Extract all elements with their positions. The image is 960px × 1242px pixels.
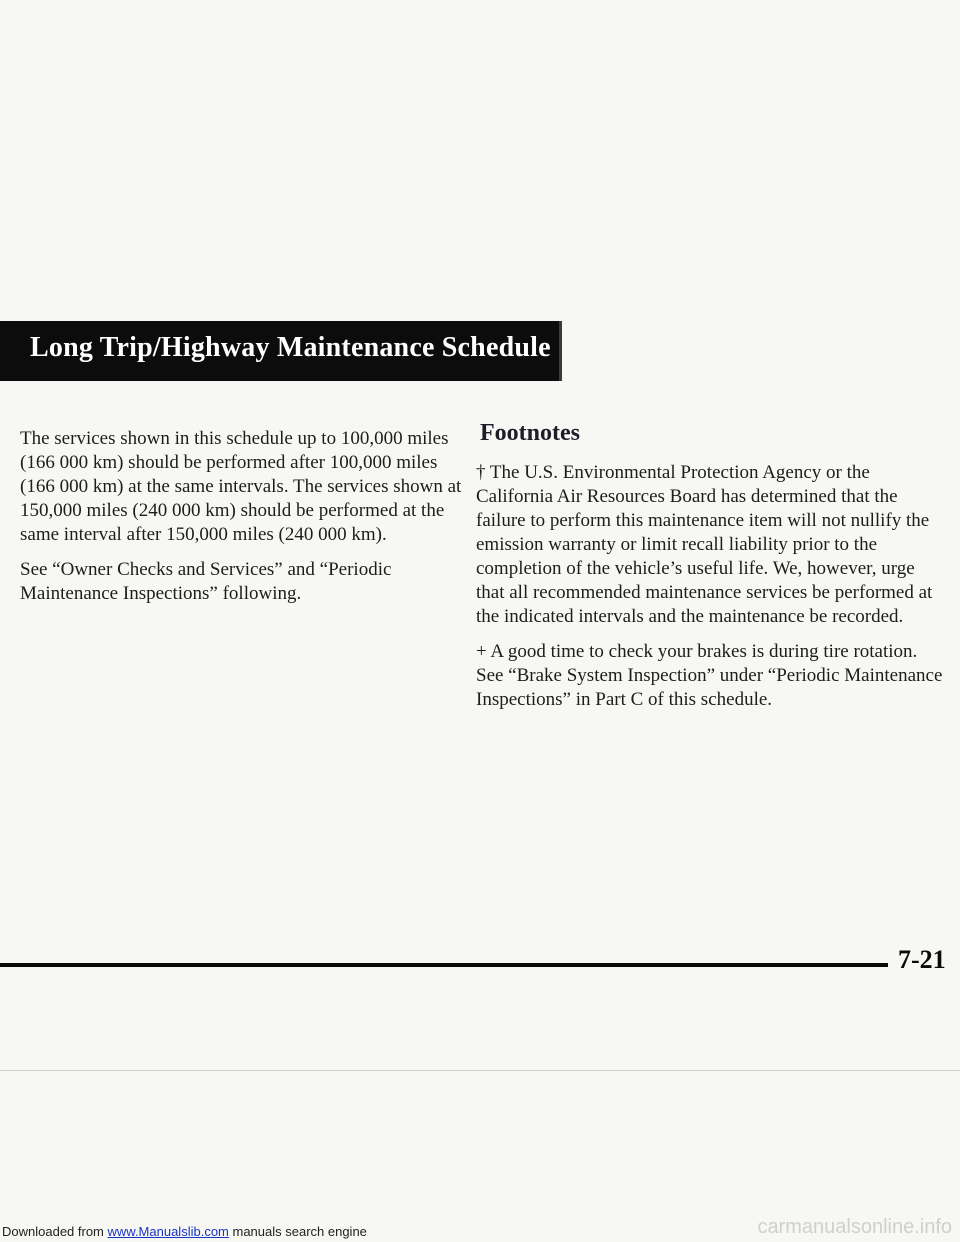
intro-column <box>20 427 470 617</box>
footer-rule <box>0 963 888 967</box>
footnote-dagger: † The U.S. Environmental Protection Agency or the California Air Resources Board has determined that the failure to perform this maintenance item will not nullify the emission warranty or limit recall liability prior to the completion of the vehicle’s useful life. We, however, urge that all recommended maintenance services be performed at the indicated intervals and the maintenance be recorded. <box>476 462 933 627</box>
download-prefix: Downloaded from <box>2 1224 108 1239</box>
footnotes-column <box>476 420 946 723</box>
download-credit <box>2 1224 367 1239</box>
scan-edge-line <box>0 1070 960 1071</box>
page-number: 7-21 <box>898 945 946 974</box>
download-suffix: manuals search engine <box>228 1224 367 1239</box>
see-also-paragraph: See “Owner Checks and Services” and “Periodic Maintenance Inspections” following. <box>20 559 392 604</box>
manualslib-link[interactable]: www.Manualslib.com <box>107 1224 229 1239</box>
page-title: Long Trip/Highway Maintenance Schedule <box>30 332 551 363</box>
footnotes-heading: Footnotes <box>480 420 580 446</box>
footnote-plus: + A good time to check your brakes is during tire rotation. See “Brake System Inspection” under “Periodic Maintenance Inspections” in Part C of this schedule. <box>476 641 943 710</box>
watermark: carmanualsonline.info <box>757 1216 952 1238</box>
intro-paragraph: The services shown in this schedule up to 100,000 miles (166 000 km) should be performed after 100,000 miles (166 000 km) at the same intervals. The services shown at 150,000 miles (240 000 km) should be performed at the same interval after 150,000 miles (240 000 km). <box>20 428 462 545</box>
section-banner <box>0 321 562 381</box>
